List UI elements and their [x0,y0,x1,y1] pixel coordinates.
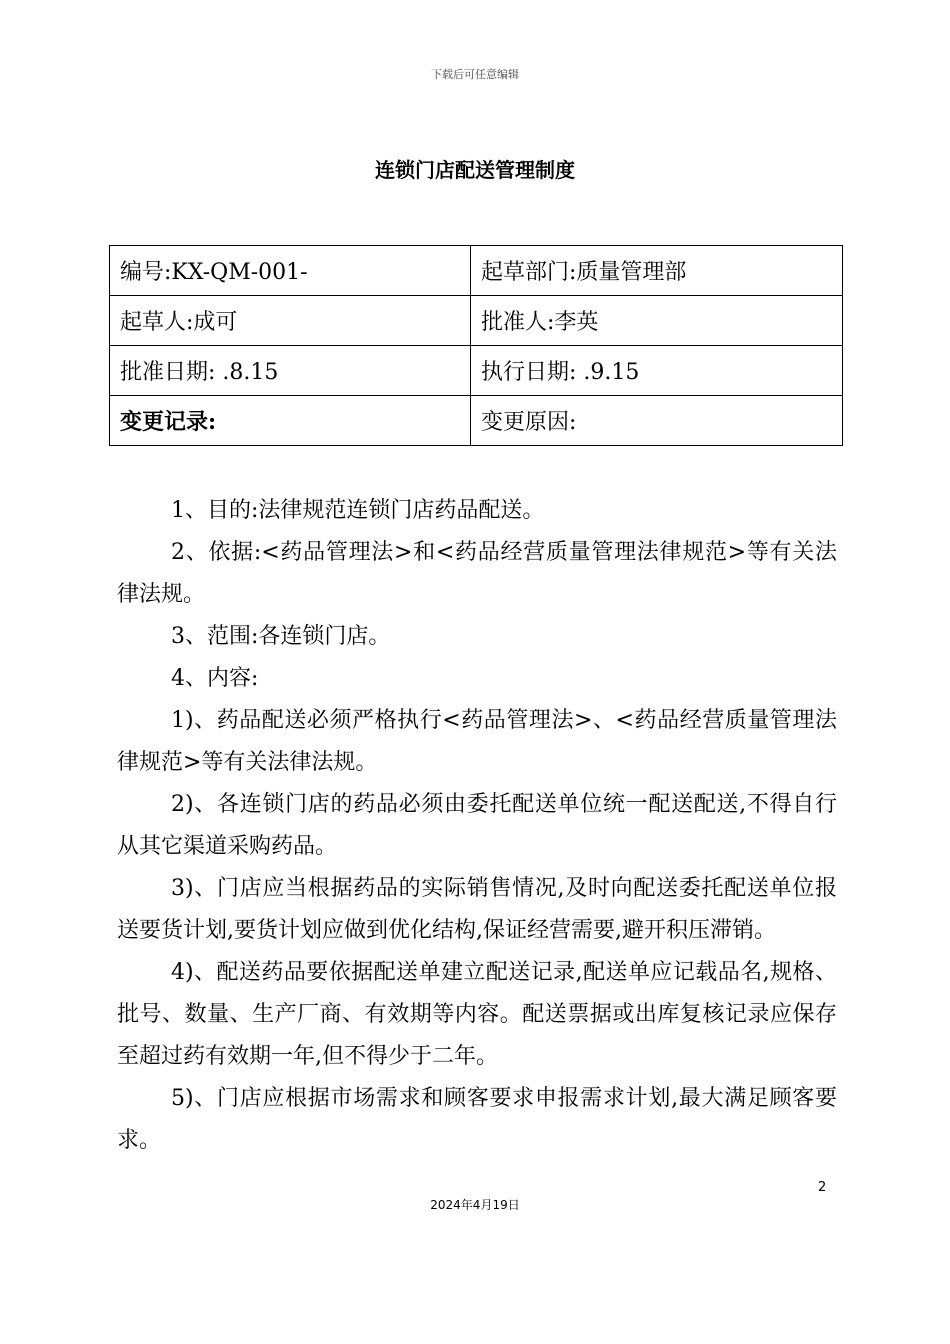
page-number: 2 [818,1180,827,1195]
paragraph-item-5: 5)、门店应根据市场需求和顾客要求申报需求计划,最大满足顾客要求。 [117,1086,837,1153]
paragraph-purpose: 1、目的:法律规范连锁门店药品配送。 [171,498,545,523]
table-row [110,296,843,346]
approver-cell: 批准人:李英 [471,296,843,346]
document-title: 连锁门店配送管理制度 [375,158,575,182]
drafter-cell: 起草人:成可 [110,296,471,346]
paragraph-item-3: 3)、门店应当根据药品的实际销售情况,及时向配送委托配送单位报送要货计划,要货计划应做到优化结构,保证经营需要,避开积压滞销。 [117,876,837,943]
effective-date-cell: 执行日期: .9.15 [471,346,843,396]
change-reason-cell: 变更原因: [471,396,843,446]
table-row [110,396,843,446]
paragraph-content-heading: 4、内容: [171,666,259,691]
document-info-table [109,245,843,446]
table-row [110,346,843,396]
document-number-cell: 编号:KX-QM-001- [110,246,471,296]
paragraph-item-2: 2)、各连锁门店的药品必须由委托配送单位统一配送配送,不得自行从其它渠道采购药品。 [117,792,837,859]
paragraph-scope: 3、范围:各连锁门店。 [171,624,391,649]
table-row [110,246,843,296]
document-body [117,490,837,1162]
footer-date: 2024年4月19日 [430,1198,520,1212]
drafting-department-cell: 起草部门:质量管理部 [471,246,843,296]
header-note: 下载后可任意编辑 [431,68,519,81]
paragraph-item-4: 4)、配送药品要依据配送单建立配送记录,配送单应记载品名,规格、批号、数量、生产厂商、有效期等内容。配送票据或出库复核记录应保存至超过药有效期一年,但不得少于二年。 [117,960,837,1069]
change-record-cell: 变更记录: [110,396,471,446]
paragraph-item-1: 1)、药品配送必须严格执行<药品管理法>、<药品经营质量管理法律规范>等有关法律法规。 [117,708,837,775]
paragraph-basis: 2、依据:<药品管理法>和<药品经营质量管理法律规范>等有关法律法规。 [117,540,837,607]
approval-date-cell: 批准日期: .8.15 [110,346,471,396]
